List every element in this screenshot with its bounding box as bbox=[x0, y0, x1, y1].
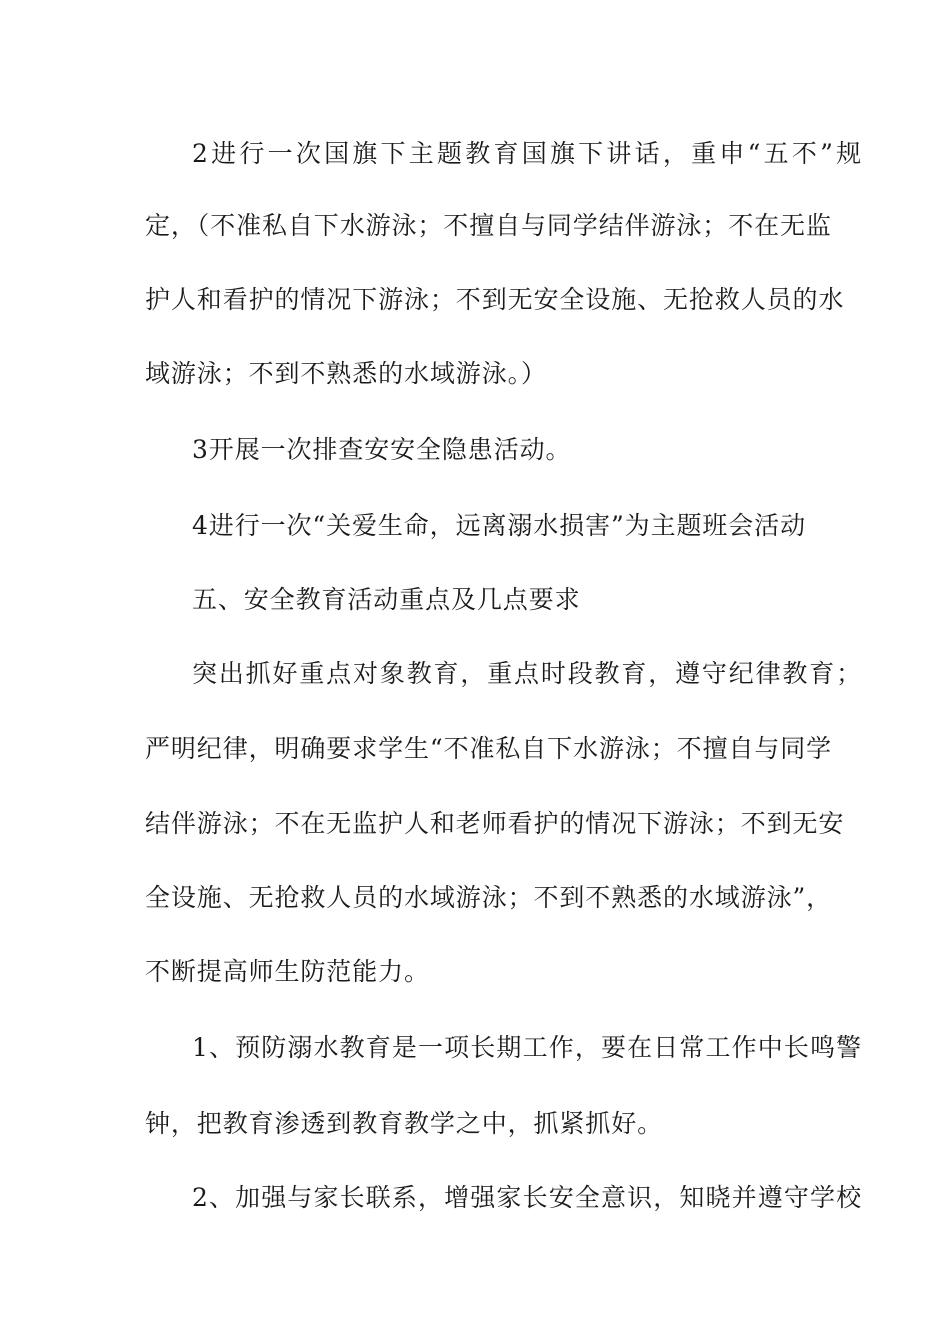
text-line: 4进行一次“关爱生命，远离溺水损害”为主题班会活动 bbox=[192, 511, 806, 540]
text-line: 突出抓好重点对象教育，重点时段教育，遵守纪律教育； bbox=[192, 659, 862, 688]
text-line: 不断提高师生防范能力。 bbox=[145, 957, 430, 986]
section-heading: 五、安全教育活动重点及几点要求 bbox=[192, 585, 581, 614]
text-line: 结伴游泳；不在无监护人和老师看护的情况下游泳；不到无安 bbox=[145, 809, 845, 838]
text-line: 域游泳；不到不熟悉的水域游泳。） bbox=[145, 359, 547, 388]
text-line: 3开展一次排查安安全隐患活动。 bbox=[192, 435, 572, 464]
text-line: 钟，把教育渗透到教育教学之中，抓紧抓好。 bbox=[145, 1109, 664, 1138]
text-line: 2进行一次国旗下主题教育国旗下讲话，重申“五不”规 bbox=[192, 139, 862, 168]
text-line: 1、预防溺水教育是一项长期工作，要在日常工作中长鸣警 bbox=[192, 1033, 862, 1062]
text-line: 护人和看护的情况下游泳；不到无安全设施、无抢救人员的水 bbox=[145, 285, 845, 314]
text-line: 严明纪律，明确要求学生“不准私自下水游泳；不擅自与同学 bbox=[145, 734, 833, 763]
text-line: 定，（不准私自下水游泳；不擅自与同学结伴游泳；不在无监 bbox=[145, 211, 832, 240]
text-line: 全设施、无抢救人员的水域游泳；不到不熟悉的水域游泳”， bbox=[145, 883, 833, 912]
text-line: 2、加强与家长联系，增强家长安全意识，知晓并遵守学校 bbox=[192, 1183, 862, 1212]
